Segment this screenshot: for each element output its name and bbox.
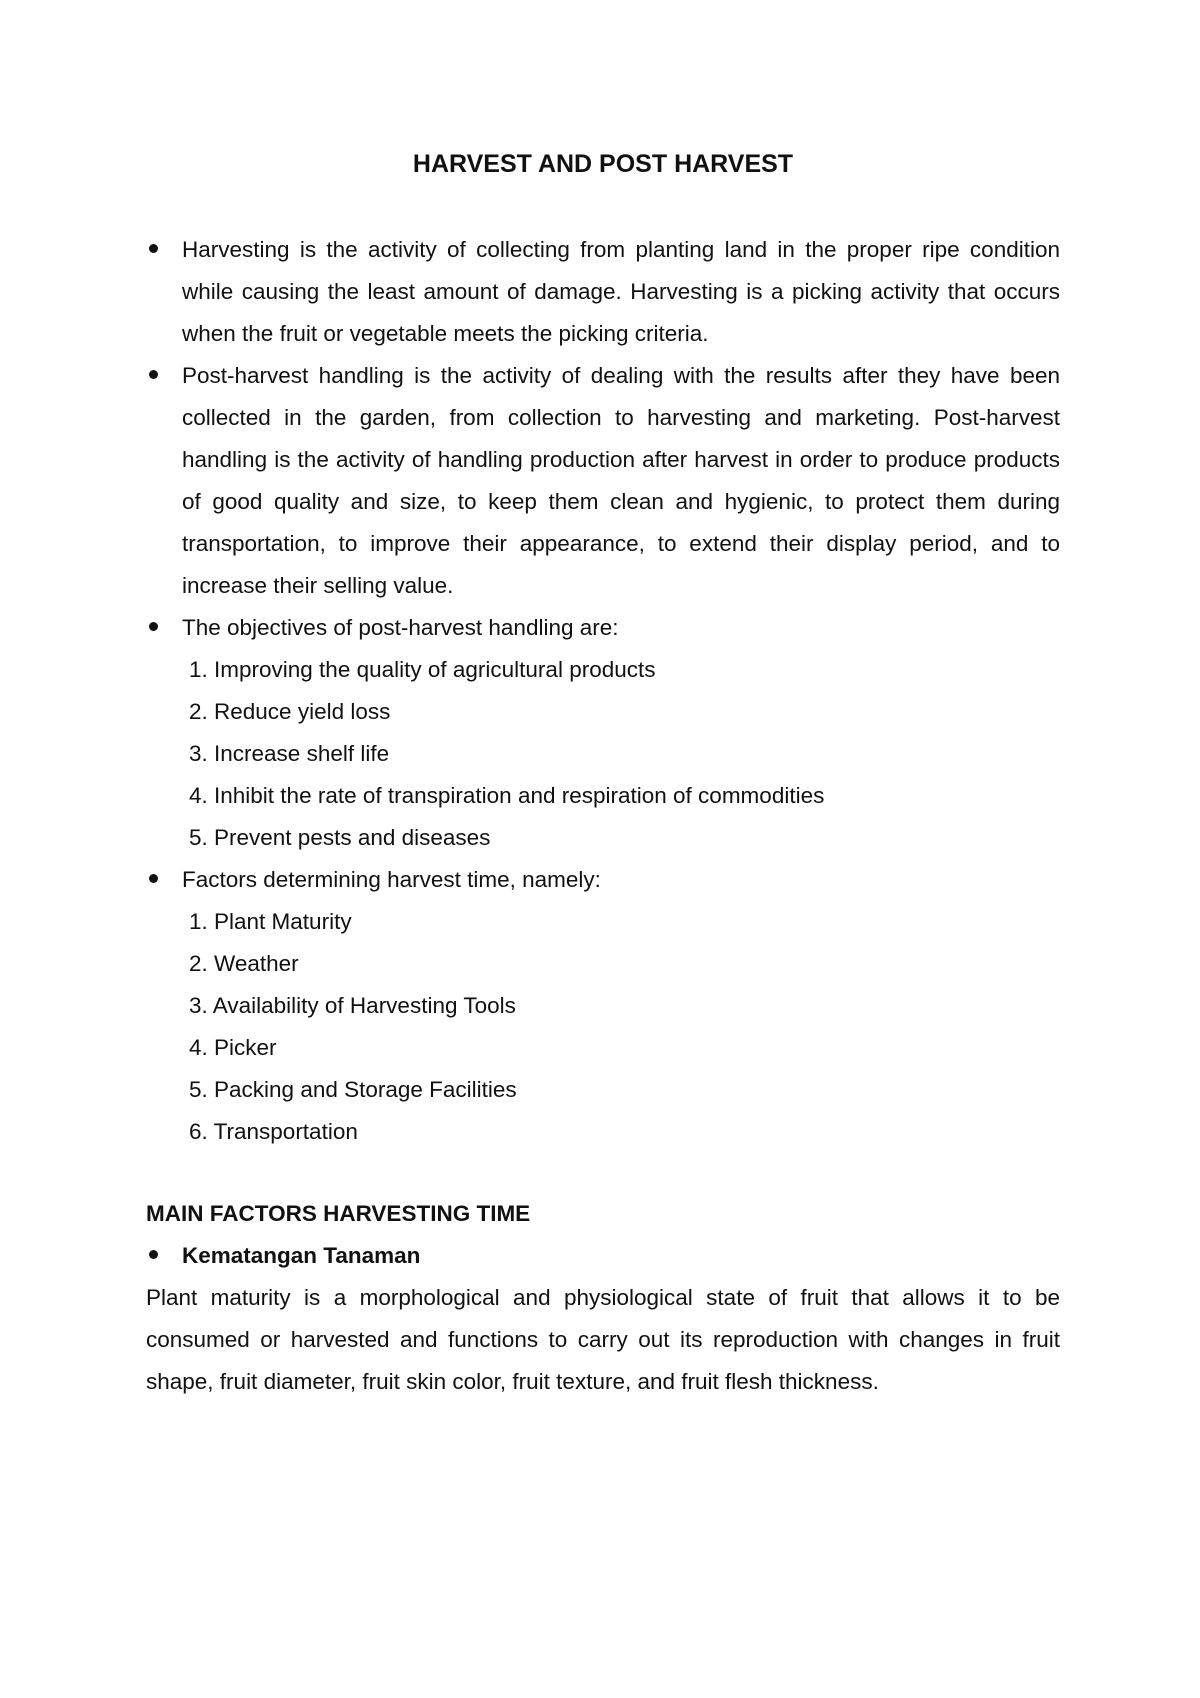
list-item: 2. Weather bbox=[189, 951, 299, 976]
bullet-kematangan-tanaman: Kematangan Tanaman bbox=[146, 1235, 1060, 1277]
document-page bbox=[146, 144, 1060, 1403]
list-item: 1. Improving the quality of agricultural products bbox=[189, 657, 656, 682]
list-item: 5. Prevent pests and diseases bbox=[189, 825, 491, 850]
list-item: 6. Transportation bbox=[189, 1119, 358, 1144]
bullet-factors bbox=[146, 859, 1060, 1153]
list-item: 2. Reduce yield loss bbox=[189, 699, 391, 724]
bullet-list bbox=[146, 229, 1060, 1153]
list-item: 4. Picker bbox=[189, 1035, 277, 1060]
bullet-harvesting: Harvesting is the activity of collecting from planting land in the proper ripe condition while causing the least amount of damage. Harvesting is a picking activity that occurs when the fruit or vegetable meets the picking criteria. bbox=[146, 229, 1060, 355]
list-item: 3. Availability of Harvesting Tools bbox=[189, 993, 516, 1018]
bullet-objectives bbox=[146, 607, 1060, 859]
section-paragraph: Plant maturity is a morphological and physiological state of fruit that allows it to be consumed or harvested and functions to carry out its reproduction with changes in fruit shape, fruit diameter, fruit skin color, fruit texture, and fruit flesh thickness. bbox=[146, 1285, 1060, 1394]
document-body bbox=[146, 229, 1060, 1403]
section-bullet-list bbox=[146, 1235, 1060, 1277]
list-item: 5. Packing and Storage Facilities bbox=[189, 1077, 517, 1102]
section-heading: MAIN FACTORS HARVESTING TIME bbox=[146, 1201, 531, 1226]
list-item: 1. Plant Maturity bbox=[189, 909, 352, 934]
objectives-intro: The objectives of post-harvest handling are: bbox=[182, 615, 619, 640]
bullet-post-harvest: Post-harvest handling is the activity of dealing with the results after they have been collected in the garden, from collection to harvesting and marketing. Post-harvest handling is the activity of handling production after harvest in order to produce products of good quality and size, to keep them clean and hygienic, to protect them during transportation, to improve their appearance, to extend their display period, and to increase their selling value. bbox=[146, 355, 1060, 607]
objectives-list bbox=[182, 649, 1060, 859]
list-item: 4. Inhibit the rate of transpiration and respiration of commodities bbox=[189, 783, 825, 808]
document-title: HARVEST AND POST HARVEST bbox=[412, 150, 794, 178]
factors-list bbox=[182, 901, 1060, 1153]
list-item: 3. Increase shelf life bbox=[189, 741, 390, 766]
factors-intro: Factors determining harvest time, namely: bbox=[182, 867, 601, 892]
